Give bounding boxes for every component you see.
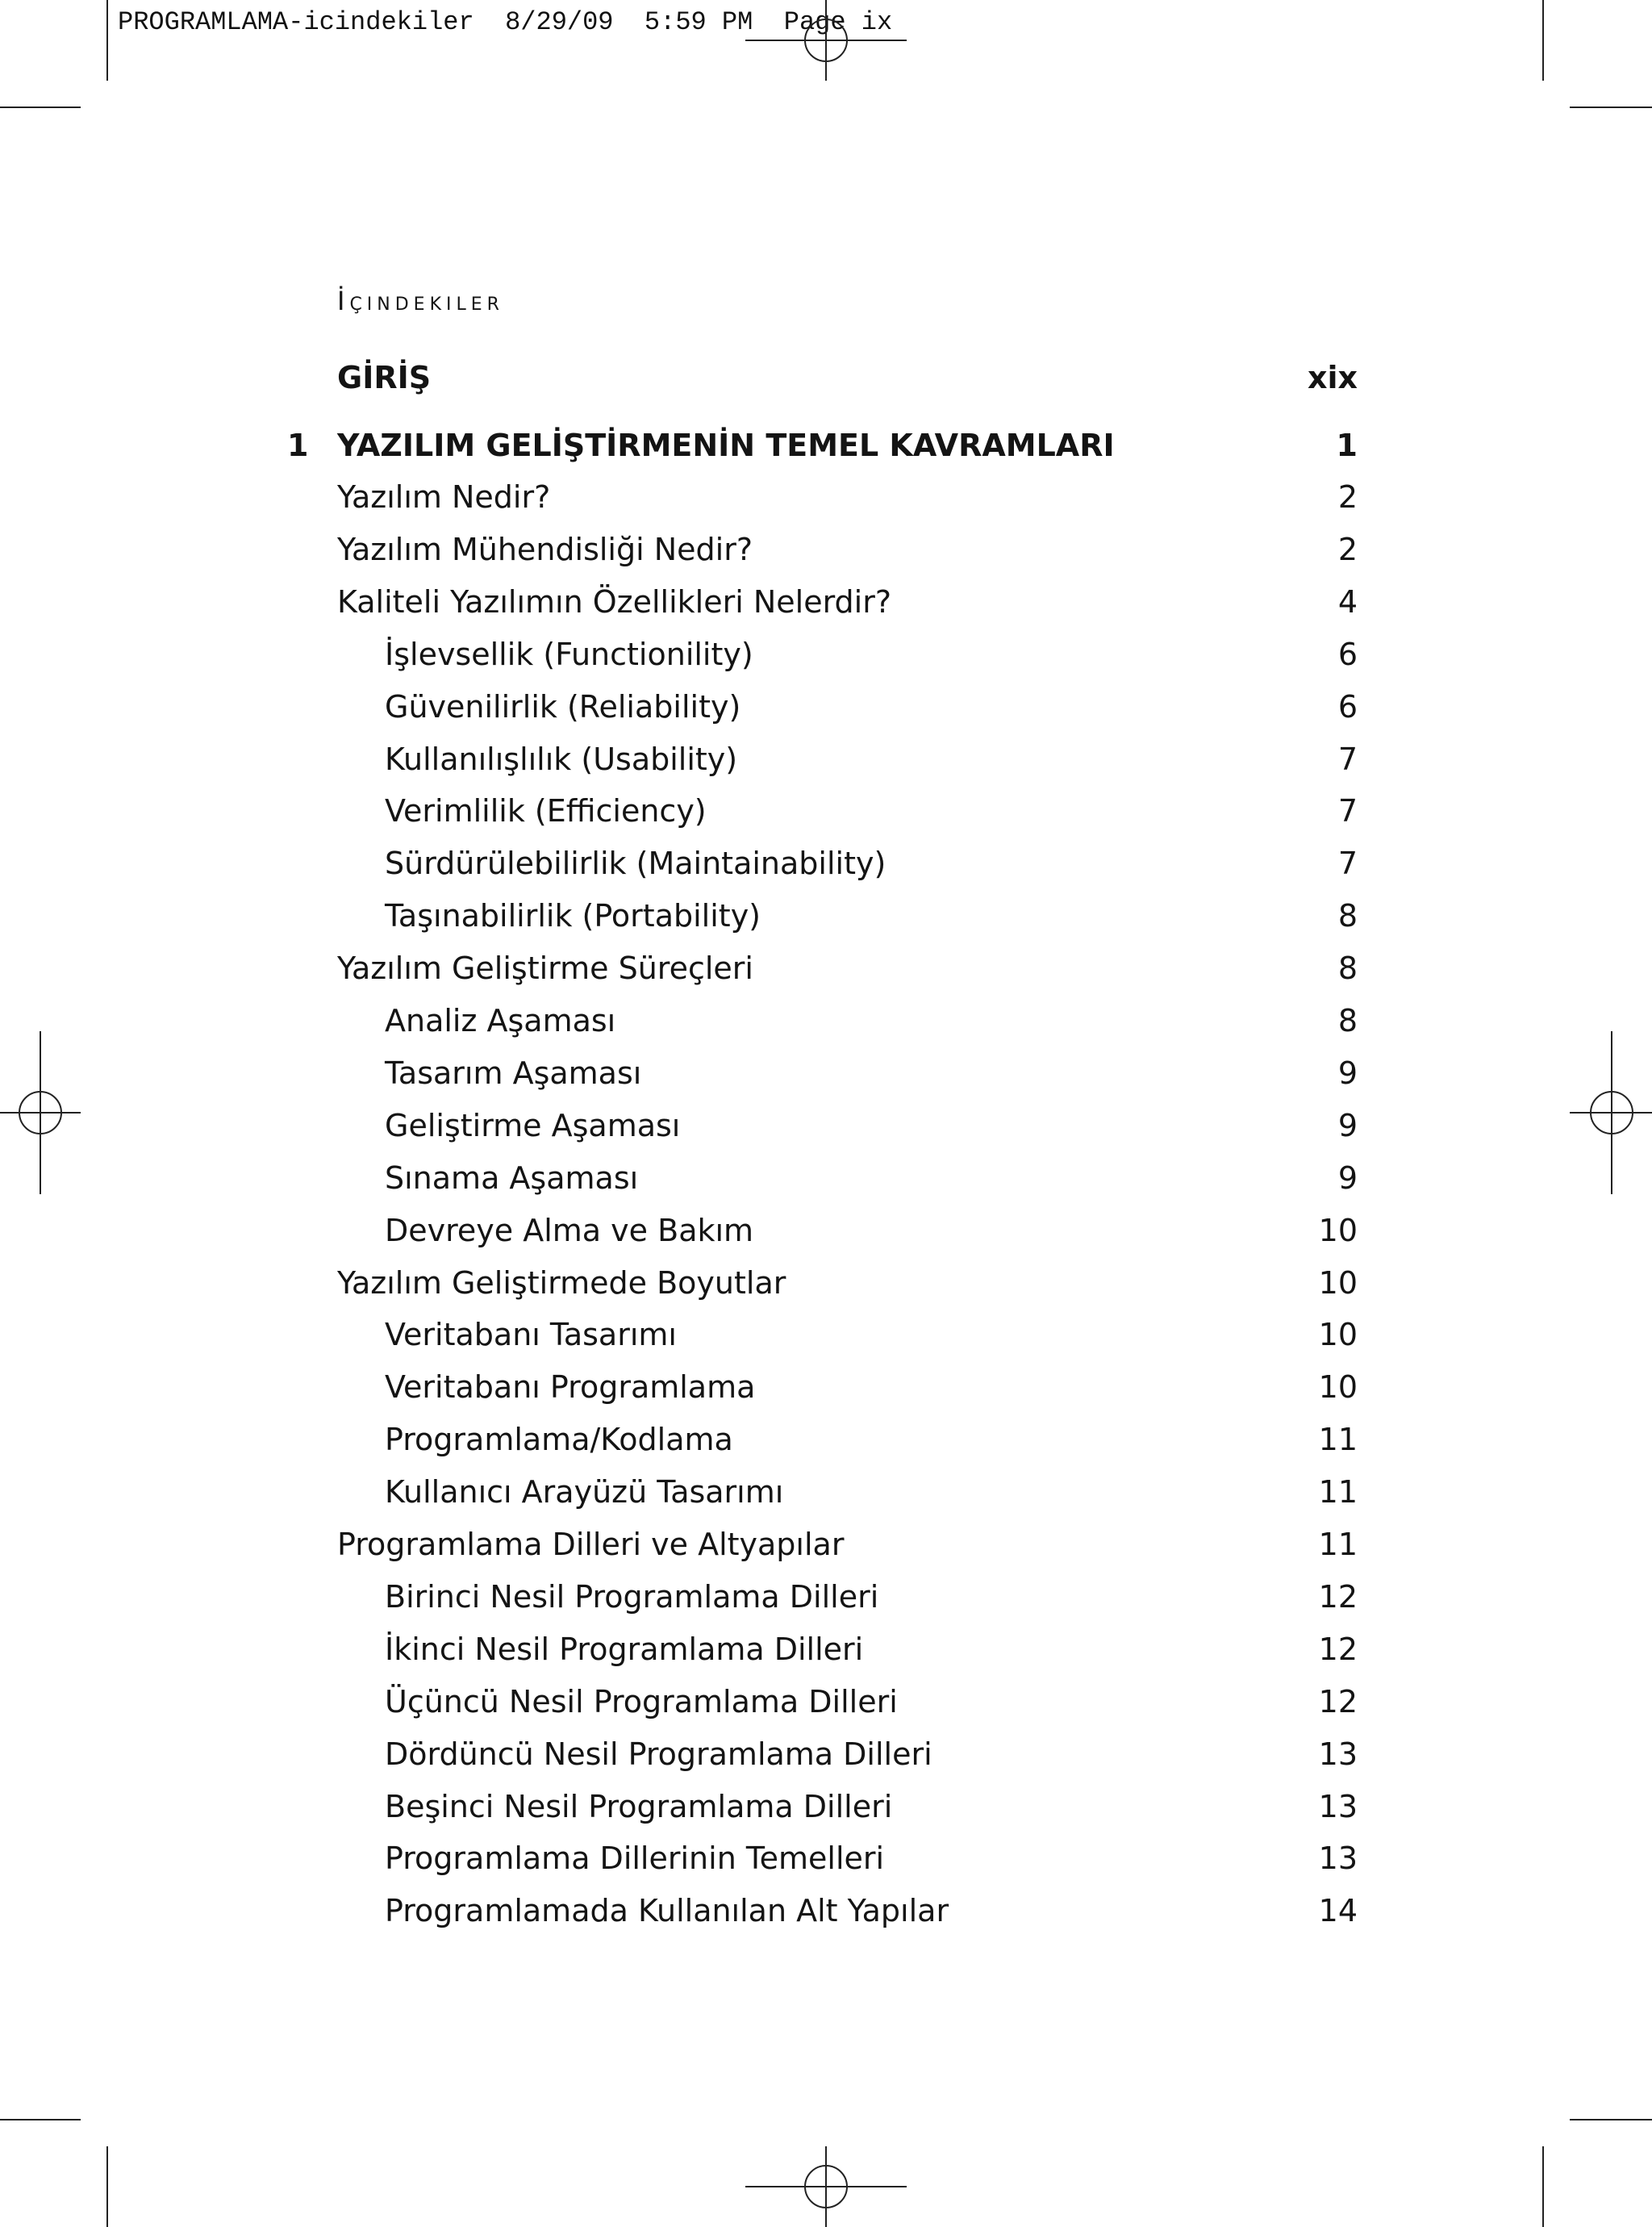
- toc-heading: İçindekiler: [337, 286, 504, 316]
- toc-entry-label: Kullanılışlılık (Usability): [385, 742, 738, 777]
- toc-entry-label: Geliştirme Aşaması: [385, 1108, 681, 1143]
- toc-intro-row[interactable]: [0, 353, 1652, 402]
- toc-entry-page: 6: [1337, 637, 1358, 672]
- print-slug: PROGRAMLAMA-icindekiler 8/29/09 5:59 PM Page ix: [118, 7, 893, 37]
- toc-entry[interactable]: [0, 1154, 1652, 1202]
- toc-chapter-page: 1: [1336, 428, 1358, 463]
- crop-mark-top-left-vertical: [106, 0, 108, 81]
- crop-mark-top-left-horizontal: [0, 107, 81, 108]
- toc-entry-page: 9: [1337, 1055, 1358, 1091]
- toc-entry-page: 12: [1318, 1684, 1358, 1719]
- toc-entry-label: Birinci Nesil Programlama Dilleri: [385, 1579, 879, 1615]
- toc-entry-page: 11: [1318, 1474, 1358, 1510]
- toc-entry[interactable]: [0, 1834, 1652, 1882]
- toc-entry[interactable]: [0, 787, 1652, 835]
- toc-entry[interactable]: [0, 473, 1652, 521]
- crop-mark-top-right-vertical: [1542, 0, 1544, 81]
- toc-entry-page: 10: [1318, 1317, 1358, 1352]
- toc-entry[interactable]: [0, 1101, 1652, 1150]
- toc-entry[interactable]: [0, 1573, 1652, 1621]
- toc-entry-page: 7: [1337, 793, 1358, 829]
- toc-entry-page: 10: [1318, 1213, 1358, 1248]
- toc-entry-page: 12: [1318, 1579, 1358, 1615]
- toc-entry[interactable]: [0, 1049, 1652, 1097]
- toc-entry[interactable]: [0, 1415, 1652, 1464]
- toc-entry-label: Sınama Aşaması: [385, 1160, 639, 1196]
- toc-entry-label: Kullanıcı Arayüzü Tasarımı: [385, 1474, 784, 1510]
- toc-entry-label: Veritabanı Tasarımı: [385, 1317, 677, 1352]
- toc-entry-label: Yazılım Geliştirme Süreçleri: [337, 951, 753, 986]
- toc-entry-page: 4: [1337, 584, 1358, 620]
- toc-entry[interactable]: [0, 525, 1652, 574]
- toc-entry-label: Programlamada Kullanılan Alt Yapılar: [385, 1893, 949, 1928]
- toc-entry[interactable]: [0, 1310, 1652, 1359]
- toc-entry-label: Güvenilirlik (Reliability): [385, 689, 741, 725]
- toc-entry-page: 11: [1318, 1422, 1358, 1457]
- crop-mark-bottom-left-horizontal: [0, 2119, 81, 2120]
- toc-chapter-label: YAZILIM GELİŞTİRMENİN TEMEL KAVRAMLARI: [337, 428, 1115, 463]
- toc-entry[interactable]: [0, 997, 1652, 1045]
- toc-entry-label: Programlama/Kodlama: [385, 1422, 733, 1457]
- toc-entry[interactable]: [0, 944, 1652, 992]
- toc-entry-label: Yazılım Geliştirmede Boyutlar: [337, 1265, 786, 1301]
- toc-entry-label: Analiz Aşaması: [385, 1003, 616, 1038]
- toc-entry[interactable]: [0, 735, 1652, 783]
- crop-mark-bottom-left-vertical: [106, 2146, 108, 2227]
- toc-chapter-row[interactable]: [0, 421, 1652, 470]
- crop-mark-bottom-right-vertical: [1542, 2146, 1544, 2227]
- toc-entry[interactable]: [0, 1363, 1652, 1411]
- toc-entry-page: 9: [1337, 1108, 1358, 1143]
- registration-mark-bottom-icon: [742, 2146, 912, 2227]
- toc-entry-page: 2: [1337, 479, 1358, 515]
- toc-chapter-number: 1: [287, 428, 309, 463]
- toc-entry[interactable]: [0, 1520, 1652, 1569]
- toc-entry[interactable]: [0, 1886, 1652, 1935]
- toc-entry-page: 11: [1318, 1527, 1358, 1562]
- toc-intro-page: xix: [1307, 360, 1358, 395]
- toc-entry-label: Taşınabilirlik (Portability): [385, 898, 761, 934]
- toc-entry-label: Sürdürülebilirlik (Maintainability): [385, 846, 886, 881]
- toc-entry-page: 7: [1337, 742, 1358, 777]
- toc-entry[interactable]: [0, 683, 1652, 731]
- toc-entry-label: İşlevsellik (Functionility): [385, 637, 753, 672]
- toc-entry[interactable]: [0, 1468, 1652, 1516]
- toc-entry-page: 10: [1318, 1265, 1358, 1301]
- crop-mark-top-right-horizontal: [1570, 107, 1652, 108]
- toc-entry[interactable]: [0, 839, 1652, 888]
- toc-entry-label: Dördüncü Nesil Programlama Dilleri: [385, 1736, 932, 1772]
- registration-mark-top-icon: [742, 0, 912, 81]
- toc-entry-label: Devreye Alma ve Bakım: [385, 1213, 754, 1248]
- toc-entry-label: Programlama Dilleri ve Altyapılar: [337, 1527, 845, 1562]
- toc-entry-page: 14: [1318, 1893, 1358, 1928]
- toc-entry-page: 10: [1318, 1369, 1358, 1405]
- toc-entry-page: 8: [1337, 951, 1358, 986]
- toc-entry-page: 7: [1337, 846, 1358, 881]
- crop-mark-bottom-right-horizontal: [1570, 2119, 1652, 2120]
- toc-entry-label: Veritabanı Programlama: [385, 1369, 756, 1405]
- toc-entry-label: Yazılım Mühendisliği Nedir?: [337, 532, 753, 567]
- toc-entry[interactable]: [0, 1782, 1652, 1831]
- toc-entry-label: Verimlilik (Efficiency): [385, 793, 707, 829]
- toc-entry[interactable]: [0, 1206, 1652, 1255]
- toc-entry[interactable]: [0, 892, 1652, 940]
- toc-entry-label: Programlama Dillerinin Temelleri: [385, 1841, 885, 1876]
- toc-entry-page: 13: [1318, 1841, 1358, 1876]
- toc-entry-label: Beşinci Nesil Programlama Dilleri: [385, 1789, 893, 1824]
- toc-entry-label: İkinci Nesil Programlama Dilleri: [385, 1632, 864, 1667]
- toc-entry-label: Kaliteli Yazılımın Özellikleri Nelerdir?: [337, 584, 892, 620]
- toc-entry-page: 13: [1318, 1789, 1358, 1824]
- toc-entry-page: 9: [1337, 1160, 1358, 1196]
- toc-entry-page: 8: [1337, 1003, 1358, 1038]
- toc-entry[interactable]: [0, 1730, 1652, 1778]
- toc-entry-page: 2: [1337, 532, 1358, 567]
- toc-entry-label: Tasarım Aşaması: [385, 1055, 642, 1091]
- toc-entry[interactable]: [0, 630, 1652, 679]
- toc-entry-label: Yazılım Nedir?: [337, 479, 551, 515]
- toc-entry-page: 12: [1318, 1632, 1358, 1667]
- toc-entry[interactable]: [0, 1678, 1652, 1726]
- toc-entry[interactable]: [0, 1259, 1652, 1307]
- toc-entry-page: 8: [1337, 898, 1358, 934]
- toc-entry-page: 13: [1318, 1736, 1358, 1772]
- toc-entry-label: Üçüncü Nesil Programlama Dilleri: [385, 1684, 898, 1719]
- toc-entry[interactable]: [0, 1625, 1652, 1673]
- toc-intro-label: GİRİŞ: [337, 360, 432, 395]
- toc-entry[interactable]: [0, 578, 1652, 626]
- toc-entry-page: 6: [1337, 689, 1358, 725]
